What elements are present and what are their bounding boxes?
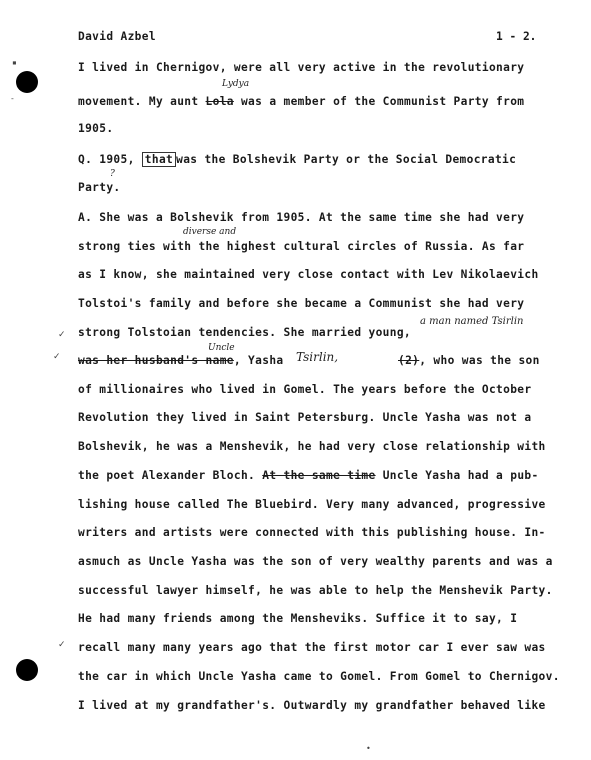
text-line: movement. My aunt Lola was a member of the Communist Party from (78, 95, 525, 108)
handwritten-a-man-named: a man named Tsirlin (420, 316, 524, 327)
boxed-word: that (142, 152, 176, 167)
handwritten-tsirlin: Tsirlin, (296, 350, 339, 364)
text-line: I lived in Chernigov, were all very active in the revolutionary (78, 61, 525, 74)
text-line: asmuch as Uncle Yasha was the son of very wealthy parents and was a (78, 555, 553, 568)
text-line: was her husband's name, Yasha (78, 354, 284, 367)
handwritten-diverse: diverse and (183, 227, 237, 237)
text-line: strong ties with the highest cultural circles of Russia. As far (78, 240, 525, 253)
text-line: Party. (78, 181, 121, 194)
binder-hole-bottom (16, 659, 38, 681)
text-line: of millionaires who lived in Gomel. The years before the October (78, 383, 532, 396)
text-line: writers and artists were connected with this publishing house. In- (78, 526, 546, 539)
header-name: David Azbel (78, 30, 156, 43)
text-line: I lived at my grandfather's. Outwardly my grandfather behaved like (78, 699, 546, 712)
handwritten-lydya: Lydya (222, 79, 250, 89)
handwritten-question: ? (110, 169, 115, 179)
text-line: recall many many years ago that the first motor car I ever saw was (78, 641, 546, 654)
text-line: A. She was a Bolshevik from 1905. At the same time she had very (78, 211, 525, 224)
margin-mark: - (10, 94, 15, 103)
text-line: 1905. (78, 122, 114, 135)
text-line: the poet Alexander Bloch. At the same time Uncle Yasha had a pub- (78, 469, 539, 482)
check-mark: ✓ (58, 640, 66, 650)
text-line: strong Tolstoian tendencies. She married young, (78, 326, 412, 339)
text-line: successful lawyer himself, he was able to help the Menshevik Party. (78, 584, 553, 597)
text-line: the car in which Uncle Yasha came to Gomel. From Gomel to Chernigov. (78, 670, 560, 683)
margin-mark: ▪ (12, 58, 17, 67)
handwritten-uncle: Uncle (208, 343, 235, 353)
text-line: Q. 1905, that was the Bolshevik Party or the Social Democratic (78, 153, 517, 166)
text-line: Tolstoi's family and before she became a Communist she had very (78, 297, 525, 310)
text-line: lishing house called The Bluebird. Very many advanced, progressive (78, 498, 546, 511)
page-number: 1 - 2. (496, 30, 537, 43)
page-footer-mark: • (366, 744, 371, 753)
check-mark: ✓ (58, 330, 66, 340)
text-line: Bolshevik, he was a Menshevik, he had very close relationship with (78, 440, 546, 453)
binder-hole-top (16, 71, 38, 93)
text-line-fragment: (2), who was the son (398, 354, 540, 367)
check-mark: ✓ (53, 352, 61, 362)
text-line: as I know, she maintained very close contact with Lev Nikolaevich (78, 268, 539, 281)
text-line: He had many friends among the Mensheviks. Suffice it to say, I (78, 612, 518, 625)
text-line: Revolution they lived in Saint Petersburg. Uncle Yasha was not a (78, 411, 532, 424)
